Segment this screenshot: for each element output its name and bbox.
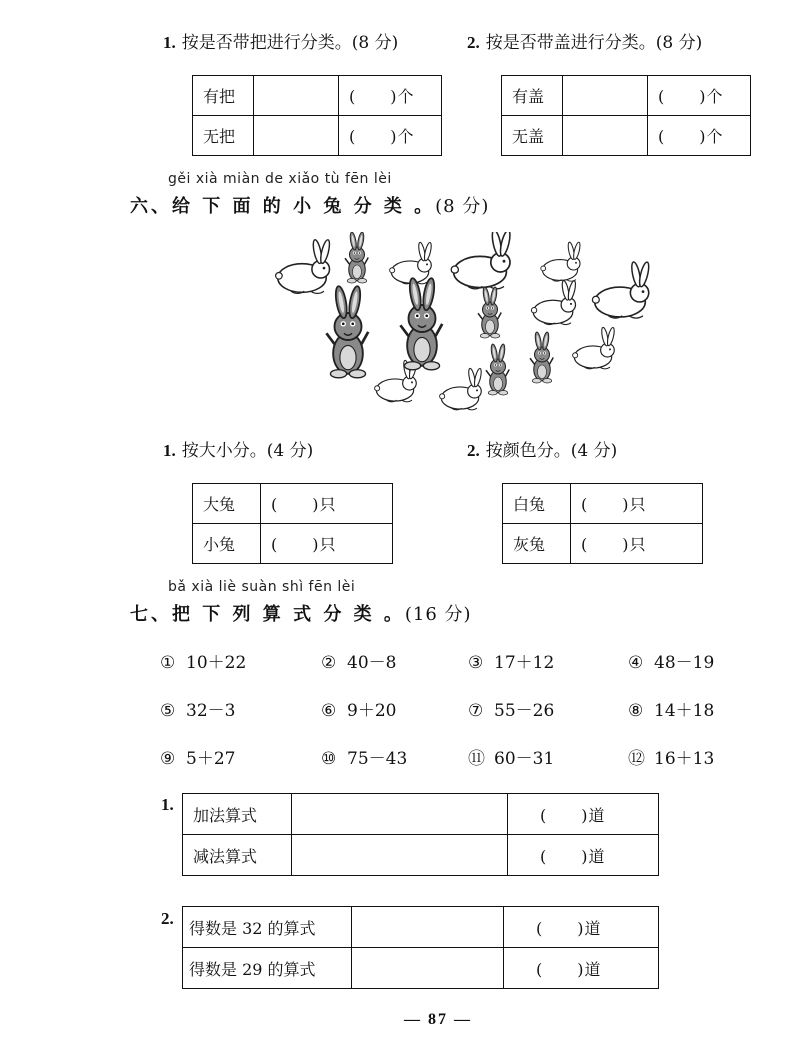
table-row: 得数是 32 的算式 ( )道: [183, 907, 659, 948]
color-table: [502, 483, 703, 564]
page-number: — 87 —: [404, 1011, 472, 1028]
expression: ⑪ 60－31: [468, 749, 555, 769]
rabbits-illustration: [270, 232, 660, 417]
table-row: 无把 ( )个: [193, 116, 442, 156]
question-5-2: 2. 按是否带盖进行分类。(8 分): [467, 33, 703, 53]
expression: ⑫ 16＋13: [628, 749, 715, 769]
expression: ⑩ 75－43: [321, 749, 408, 769]
table-row: 得数是 29 的算式 ( )道: [183, 948, 659, 989]
lid-table: [501, 75, 751, 156]
section6-pinyin: gěi xià miàn de xiǎo tù fēn lèi: [168, 171, 392, 187]
expression: ③ 17＋12: [468, 653, 555, 673]
table-row: 无盖 ( )个: [502, 116, 751, 156]
table-row: 减法算式 ( )道: [183, 835, 659, 876]
size-table: [192, 483, 393, 564]
question-5-1: 1. 按是否带把进行分类。(8 分): [163, 33, 399, 53]
expression: ⑥ 9＋20: [321, 701, 397, 721]
answer-cell[interactable]: [563, 76, 648, 116]
answer-cell[interactable]: [352, 907, 504, 948]
expression: ④ 48－19: [628, 653, 715, 673]
expression: ⑨ 5＋27: [160, 749, 236, 769]
result-table: [182, 906, 659, 989]
table-row: 有把 ( )个: [193, 76, 442, 116]
question-6-1: 1. 按大小分。(4 分): [163, 441, 314, 461]
expression: ⑤ 32－3: [160, 701, 236, 721]
expression: ⑦ 55－26: [468, 701, 555, 721]
expression: ① 10＋22: [160, 653, 247, 673]
expression: ⑧ 14＋18: [628, 701, 715, 721]
table1-number: 1.: [161, 795, 174, 814]
answer-cell[interactable]: [352, 948, 504, 989]
answer-cell[interactable]: [254, 76, 339, 116]
question-6-2: 2. 按颜色分。(4 分): [467, 441, 618, 461]
table-row: 灰兔 ( )只: [503, 524, 703, 564]
section7-title: 七、把 下 列 算 式 分 类 。(16 分): [130, 604, 472, 625]
answer-cell[interactable]: [254, 116, 339, 156]
table-row: 白兔 ( )只: [503, 484, 703, 524]
handle-table: [192, 75, 442, 156]
table-row: 加法算式 ( )道: [183, 794, 659, 835]
section6-title: 六、给 下 面 的 小 兔 分 类 。(8 分): [130, 196, 490, 217]
table-row: 大兔 ( )只: [193, 484, 393, 524]
expression: ② 40－8: [321, 653, 397, 673]
section7-pinyin: bǎ xià liè suàn shì fēn lèi: [168, 579, 356, 595]
operation-table: [182, 793, 659, 876]
answer-cell[interactable]: [563, 116, 648, 156]
table-row: 小兔 ( )只: [193, 524, 393, 564]
answer-cell[interactable]: [292, 794, 508, 835]
table2-number: 2.: [161, 909, 174, 928]
answer-cell[interactable]: [292, 835, 508, 876]
table-row: 有盖 ( )个: [502, 76, 751, 116]
